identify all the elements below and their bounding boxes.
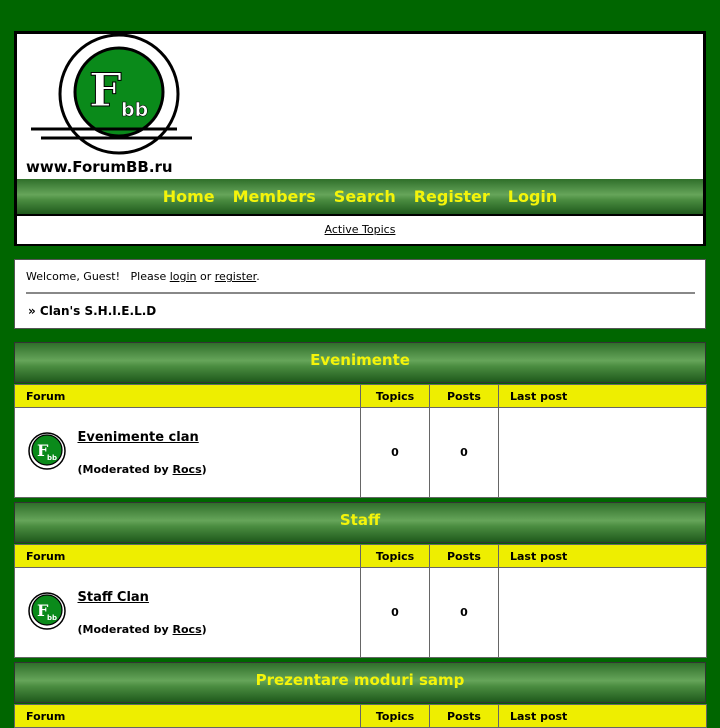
nav-members[interactable]: Members <box>232 187 316 206</box>
welcome-box <box>14 259 706 329</box>
moderated-by-prefix: (Moderated by <box>77 462 173 476</box>
col-forum: Forum <box>15 545 361 568</box>
register-link[interactable]: register <box>214 270 257 283</box>
divider <box>26 292 695 294</box>
forum-link[interactable]: Staff Clan <box>77 589 149 605</box>
nav-register[interactable]: Register <box>413 187 490 206</box>
moderator-link[interactable]: Rocs <box>172 622 202 636</box>
table-header-row <box>15 705 707 728</box>
col-topics: Topics <box>361 385 430 408</box>
forum-icon-cell <box>15 568 77 658</box>
forum-status-icon <box>16 431 78 471</box>
welcome-prefix: Welcome, Guest! Please <box>26 270 170 283</box>
logo-url-text: www.ForumBB.ru <box>26 158 173 176</box>
logo-letter: F <box>89 63 122 117</box>
forum-link[interactable]: Evenimente clan <box>77 429 199 445</box>
icon-sub: bb <box>47 614 58 622</box>
icon-sub: bb <box>47 454 58 462</box>
nav-search[interactable]: Search <box>333 187 396 206</box>
forum-name-cell <box>77 568 361 658</box>
category-title[interactable]: Evenimente <box>14 342 706 383</box>
col-last-post: Last post <box>499 705 707 728</box>
category-staff <box>14 502 706 658</box>
icon-letter: F <box>37 601 49 620</box>
breadcrumb[interactable]: » Clan's S.H.I.E.L.D <box>28 304 157 318</box>
welcome-suffix: . <box>256 270 260 283</box>
main-navbar <box>17 179 703 214</box>
col-forum: Forum <box>15 705 361 728</box>
col-posts: Posts <box>430 705 499 728</box>
col-forum: Forum <box>15 385 361 408</box>
moderated-by-prefix: (Moderated by <box>77 622 173 636</box>
posts-count: 0 <box>430 408 499 498</box>
icon-letter: F <box>37 441 49 460</box>
topics-count: 0 <box>361 408 430 498</box>
forum-table <box>14 544 707 658</box>
moderated-by-suffix: ) <box>201 462 207 476</box>
col-last-post: Last post <box>499 385 707 408</box>
moderator-info <box>78 623 207 636</box>
table-header-row <box>15 545 707 568</box>
col-posts: Posts <box>430 385 499 408</box>
login-link[interactable]: login <box>169 270 197 283</box>
active-topics-bar <box>17 216 703 244</box>
last-post-cell <box>499 408 707 498</box>
forum-table <box>14 384 707 498</box>
col-last-post: Last post <box>499 545 707 568</box>
table-row <box>15 408 707 498</box>
logo-area <box>17 34 703 179</box>
forum-name-cell <box>77 408 361 498</box>
moderated-by-suffix: ) <box>201 622 207 636</box>
moderator-link[interactable]: Rocs <box>172 462 202 476</box>
welcome-or: or <box>196 270 215 283</box>
forum-icon-cell <box>15 408 77 498</box>
col-topics: Topics <box>361 705 430 728</box>
active-topics-link[interactable]: Active Topics <box>324 223 396 236</box>
col-posts: Posts <box>430 545 499 568</box>
forum-table <box>14 704 707 728</box>
category-title[interactable]: Staff <box>14 502 706 543</box>
table-header-row <box>15 385 707 408</box>
category-title[interactable]: Prezentare moduri samp <box>14 662 706 703</box>
table-row <box>15 568 707 658</box>
forumbb-logo[interactable] <box>27 34 207 156</box>
topics-count: 0 <box>361 568 430 658</box>
welcome-text <box>26 270 260 283</box>
moderator-info <box>78 463 207 476</box>
posts-count: 0 <box>430 568 499 658</box>
logo-sub: bb <box>121 99 149 121</box>
forum-status-icon <box>16 591 78 631</box>
nav-home[interactable]: Home <box>162 187 215 206</box>
nav-login[interactable]: Login <box>507 187 558 206</box>
last-post-cell <box>499 568 707 658</box>
category-prezentare-moduri-samp <box>14 662 706 728</box>
category-evenimente <box>14 342 706 498</box>
col-topics: Topics <box>361 545 430 568</box>
